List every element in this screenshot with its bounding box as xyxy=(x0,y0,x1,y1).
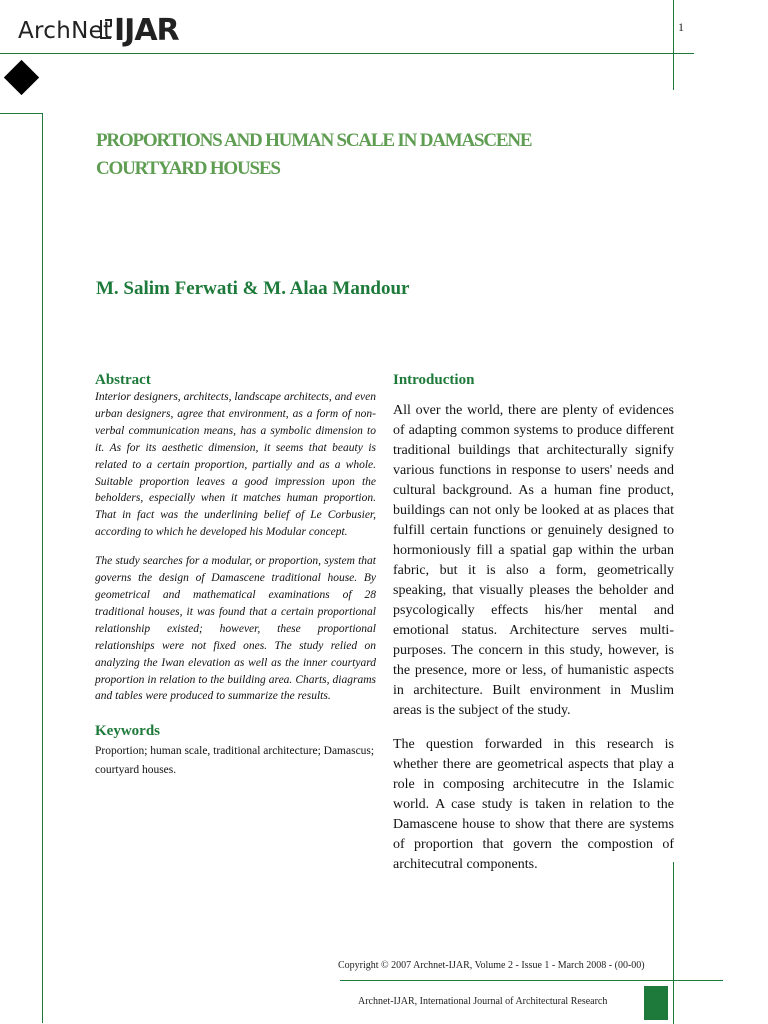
abstract-section xyxy=(95,372,376,705)
abstract-heading: Abstract xyxy=(95,372,151,388)
diamond-icon xyxy=(4,60,39,95)
paper-authors: M. Salim Ferwati & M. Alaa Mandour xyxy=(96,278,410,299)
left-margin-frame xyxy=(0,113,43,1023)
archnet-logo-text: ArchNet xyxy=(18,18,113,44)
abstract-paragraph: Interior designers, architects, landscape architects, and even urban designers, agree that environment, as a form of non-verbal communication means, has a symbolic dimension to it. As for its aesthetic dimension, it seems that beauty is related to a certain proportion, partially and as a whole. Suitable proportion leaves a good impression upon the beholders, especially when it matches human proportion. That in fact was the underlining belief of Le Corbusier, according to which he developed his Modular concept. xyxy=(95,391,376,539)
header-rule xyxy=(0,53,694,54)
introduction-paragraph: All over the world, there are plenty of evidences of adapting common systems to produce different traditional buildings that architecturally signify various functions in response to users' needs and cultural background. As a human fine product, buildings can not only be looked at as places that fulfill certain functions or genuinely designed to hormoniously fill a spatial gap within the urban fabric, but it is also a form, geometrically speaking, that visually pleases the beholder and psycologically effects his/her mental and emotional status. Architecture serves multi-purposes. The concern in this study, however, is the presence, more or less, of humanistic aspects in architecture. Built environment in Muslim areas is the subject of the study. xyxy=(393,403,674,718)
journal-name: Archnet-IJAR, International Journal of Architectural Research xyxy=(358,996,608,1007)
header-vertical-rule xyxy=(673,0,674,90)
keywords-section xyxy=(95,723,376,779)
page-number: 1 xyxy=(678,20,684,34)
footer-rule xyxy=(340,980,723,981)
paper-title: PROPORTIONS AND HUMAN SCALE IN DAMASCENE COURTYARD HOUSES xyxy=(96,130,532,179)
footer-vertical-rule xyxy=(673,862,674,1024)
keywords-heading: Keywords xyxy=(95,723,160,740)
introduction-heading: Introduction xyxy=(393,372,475,388)
keywords-text: Proportion; human scale, traditional architecture; Damascus; courtyard houses. xyxy=(95,745,375,776)
footer-square-marker xyxy=(644,986,668,1020)
introduction-paragraph: The question forwarded in this research is whether there are geometrical aspects that play a role in composing architecutre in the Islamic world. A case study is taken in relation to the Damascene house to show that there are systems of proportion that govern the compostion of architecutral components. xyxy=(393,737,674,872)
introduction-section xyxy=(393,372,674,889)
copyright-notice: Copyright © 2007 Archnet-IJAR, Volume 2 - Issue 1 - March 2008 - (00-00) xyxy=(338,960,645,971)
ijar-logo-text: IJAR xyxy=(114,13,179,48)
left-column xyxy=(95,372,376,779)
abstract-paragraph: The study searches for a modular, or proportion, system that governs the design of Damascene traditional house. By geometrical and mathematical examinations of 28 traditional houses, it was found that a certain proportional relationship existed; however, these proportional relationships were not fixed ones. The study relied on analyzing the Iwan elevation as well as the inner courtyard proportion in relation to the building area. Charts, diagrams and tables were produced to summarize the results. xyxy=(95,555,376,703)
bracket-icon xyxy=(99,18,113,42)
